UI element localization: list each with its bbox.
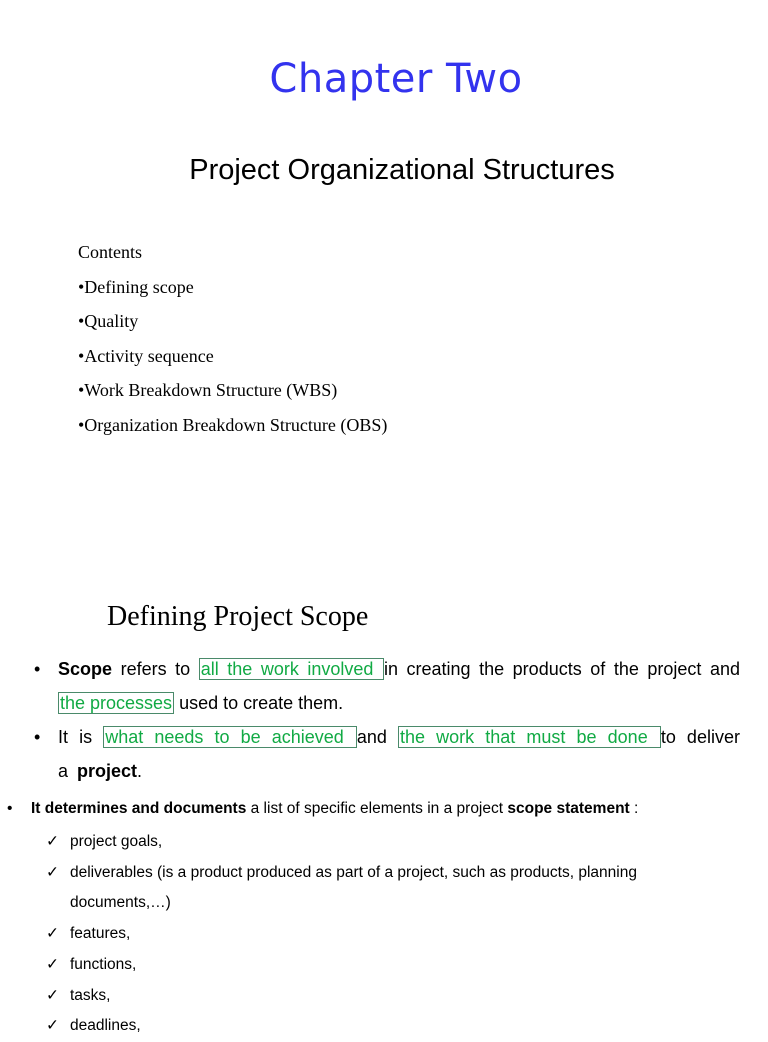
- highlight-box: what needs to be achieved: [105, 727, 355, 747]
- contents-item: •Defining scope: [78, 276, 194, 297]
- list-item-text: deadlines,: [70, 1017, 141, 1035]
- scope-statement-paragraph: [7, 797, 747, 821]
- list-item: [46, 919, 726, 950]
- scope-term: Scope: [58, 659, 113, 679]
- check-icon: ✓: [46, 955, 59, 973]
- text-run: It is: [58, 727, 104, 747]
- bullet-marker: •: [34, 659, 41, 679]
- check-icon: ✓: [46, 833, 59, 850]
- paragraph-line: [58, 720, 740, 754]
- contents-item: •Work Breakdown Structure (WBS): [78, 380, 338, 400]
- text-run: .: [137, 761, 143, 781]
- page-subtitle: Project Organizational Structures: [189, 154, 615, 186]
- contents-list: [78, 240, 387, 447]
- contents-item: •Activity sequence: [78, 345, 214, 366]
- paragraph-line: [58, 686, 740, 720]
- check-icon: ✓: [46, 1017, 59, 1035]
- check-icon: ✓: [46, 863, 59, 881]
- text-run: to deliver: [660, 727, 740, 747]
- list-item: [46, 858, 726, 889]
- project-term: project: [77, 761, 138, 781]
- highlight-box: the work that must be done: [400, 727, 659, 747]
- list-item: [46, 981, 726, 1012]
- check-icon: ✓: [46, 986, 59, 1004]
- list-item: [46, 1011, 726, 1042]
- paragraph-line: [58, 652, 740, 686]
- section-heading: Defining Project Scope: [107, 601, 369, 632]
- text-run: a: [58, 761, 78, 781]
- bullet-marker: •: [7, 800, 13, 817]
- contents-item: •Organization Breakdown Structure (OBS): [78, 414, 388, 435]
- list-item-text: functions,: [70, 955, 137, 973]
- highlight-box: all the work involved: [200, 659, 382, 679]
- scope-checklist: [46, 827, 726, 1042]
- text-run: :: [629, 800, 639, 817]
- list-item-text: project goals,: [70, 833, 163, 850]
- text-run: refers to: [112, 659, 199, 679]
- list-item: [46, 827, 726, 858]
- list-item: [46, 950, 726, 981]
- list-item-text: deliverables (is a product produced as part of a project, such as products, planning: [70, 863, 637, 881]
- paragraph-line: [31, 797, 747, 821]
- chapter-title: Chapter Two: [269, 56, 523, 102]
- text-run: a list of specific elements in a project: [246, 800, 508, 817]
- scope-goal-paragraph: [34, 720, 740, 788]
- list-item-text: tasks,: [70, 986, 111, 1004]
- list-item-continuation: documents,…): [70, 894, 171, 912]
- check-icon: ✓: [46, 925, 59, 943]
- text-run: and: [356, 727, 399, 747]
- highlight-box: the processes: [60, 693, 173, 713]
- contents-heading: Contents: [78, 242, 143, 262]
- scope-definition-paragraph: [34, 652, 740, 720]
- bullet-marker: •: [34, 727, 41, 747]
- text-run: used to create them.: [174, 693, 344, 713]
- paragraph-line: [58, 754, 740, 788]
- contents-item: •Quality: [78, 311, 139, 331]
- text-run: in creating the products of the project and: [383, 659, 740, 679]
- bold-run: It determines and documents: [31, 800, 247, 817]
- bold-run: scope statement: [507, 800, 630, 817]
- list-item-text: features,: [70, 925, 131, 943]
